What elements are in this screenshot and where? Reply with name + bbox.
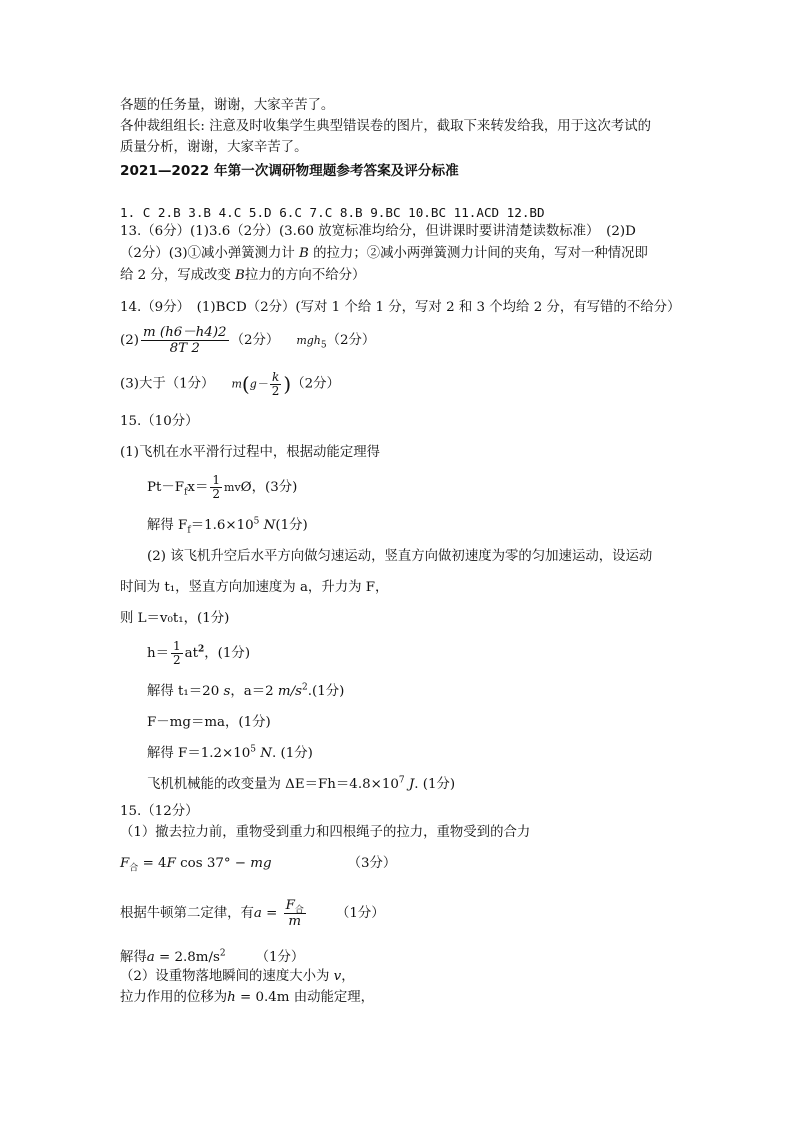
q14-part-2 bbox=[120, 324, 375, 358]
q14-g-minus: g－ bbox=[249, 377, 268, 391]
q15b-eq2-a: 根据牛顿第二定律，有 bbox=[120, 906, 254, 921]
q15a-sol1-a: 解得 F bbox=[147, 518, 188, 533]
intro-line-1: 各题的任务量，谢谢，大家辛苦了。 bbox=[120, 98, 335, 113]
q15a-sol2-b: ，a＝2 bbox=[230, 684, 278, 699]
q15b-sol-sup: 2 bbox=[219, 948, 226, 959]
q15b-p3-b: = 0.4m 由动能定理， bbox=[235, 990, 375, 1005]
q15a-eq1-sub: f bbox=[184, 487, 188, 498]
q13-line-2-text-a: （2分）(3)①减小弹簧测力计 bbox=[120, 246, 300, 261]
q15a-equation-h bbox=[147, 636, 250, 672]
q15a-solution-3 bbox=[147, 746, 313, 762]
intro-line-2: 各仲裁组组长: 注意及时收集学生典型错误卷的图片，截取下来转发给我，用于这次考试的 bbox=[120, 119, 651, 134]
q15a-equation-L: 则 L＝v₀t₁，(1分) bbox=[120, 611, 230, 626]
q15b-equation-2 bbox=[120, 894, 385, 934]
q14-left-paren: ( bbox=[241, 372, 250, 396]
q15b-eq1-c: cos 37° − bbox=[175, 856, 251, 871]
q15b-part-2-line-1 bbox=[120, 969, 355, 985]
q15a-eqh-fraction bbox=[171, 640, 183, 667]
q15a-half-fraction bbox=[210, 474, 222, 501]
q15b-sol-var: a bbox=[146, 950, 155, 965]
q15b-eq2-fraction bbox=[284, 898, 306, 929]
q15a-part-2-line-2: 时间为 t₁，竖直方向加速度为 a，升力为 F， bbox=[120, 580, 389, 595]
q14-line-1: 14.（9分） (1)BCD（2分）(写对 1 个给 1 分，写对 2 和 3 个均给 2 分，有写错的不给分） bbox=[120, 300, 681, 315]
q15a-sol1-unit: N bbox=[259, 518, 276, 533]
q14-fraction-numerator: m (h6－h4)2 bbox=[142, 325, 227, 340]
q15b-sol-score: （1分） bbox=[255, 950, 305, 965]
q15b-eq2-var: a bbox=[253, 906, 262, 921]
q15b-sol-a: 解得 bbox=[120, 950, 147, 965]
q15a-sol4-sup: 7 bbox=[398, 775, 405, 786]
q15a-eqh-a: h＝ bbox=[147, 646, 170, 661]
q15a-sol3-unit: N bbox=[256, 746, 272, 761]
q13-line-3-text-c: 拉力的方向不给分） bbox=[244, 268, 366, 283]
q15a-half-num: 1 bbox=[212, 473, 221, 487]
q15b-eq2-eq: = bbox=[261, 906, 282, 921]
q15a-sol3-b: . (1分) bbox=[272, 746, 313, 761]
q15b-eq1-sub: 合 bbox=[129, 863, 139, 874]
q15a-sol1-sup: 5 bbox=[253, 516, 260, 527]
q15a-eqh-sup: 2 bbox=[198, 644, 205, 655]
q15b-eq1-F2: F bbox=[166, 856, 176, 871]
q15a-part-1: (1)飞机在水平滑行过程中，根据动能定理得 bbox=[120, 445, 380, 460]
q13-line-3 bbox=[120, 268, 365, 284]
q14-k-fraction bbox=[270, 371, 282, 398]
intro-line-3: 质量分析，谢谢，大家辛苦了。 bbox=[120, 140, 308, 155]
q14-part-2-label: (2) bbox=[120, 333, 139, 348]
q15a-equation-F: F－mg＝ma，(1分) bbox=[147, 715, 271, 730]
q15a-half-den: 2 bbox=[212, 487, 221, 501]
q15b-equation-1 bbox=[120, 856, 396, 872]
q15a-eqh-den: 2 bbox=[173, 653, 181, 667]
q15a-equation-1 bbox=[147, 470, 297, 506]
q15a-heading: 15.（10分） bbox=[120, 414, 199, 429]
q14-part-2-score-2: （2分） bbox=[326, 333, 376, 348]
q15b-p3-h: h bbox=[227, 990, 236, 1005]
page-title: 2021—2022 年第一次调研物理题参考答案及评分标准 bbox=[120, 163, 459, 179]
q14-fraction-denominator: 8T 2 bbox=[169, 341, 200, 356]
q14-part-3-score: （2分） bbox=[291, 376, 340, 392]
q14-k-denominator: 2 bbox=[271, 383, 280, 398]
q15a-solution-2 bbox=[147, 684, 344, 700]
q15a-part-2-line-1: (2) 该飞机升空后水平方向做匀速运动，竖直方向做初速度为零的匀加速运动，设运动 bbox=[147, 549, 653, 564]
q15b-sol-b: = 2.8m/s bbox=[154, 950, 220, 965]
q15b-part-1: （1）撤去拉力前，重物受到重力和四根绳子的拉力，重物受到的合力 bbox=[120, 825, 531, 840]
q15a-sol1-sub: f bbox=[187, 525, 191, 536]
q15b-eq2-den: m bbox=[288, 914, 302, 929]
q15b-p2-v: v bbox=[333, 969, 342, 984]
q15b-eq2-score: （1分） bbox=[335, 906, 385, 921]
q13-line-2 bbox=[120, 246, 648, 262]
q15a-eqh-c: ，(1分) bbox=[204, 646, 251, 661]
q15a-eqh-b: at bbox=[184, 646, 199, 661]
q15a-sol2-a: 解得 t₁＝20 bbox=[147, 684, 224, 699]
q15a-sol2-u2: m/s bbox=[277, 684, 302, 699]
q15a-sol2-sup: 2 bbox=[302, 682, 308, 693]
q14-k-numerator: k bbox=[270, 371, 282, 385]
q15a-sol1-b: ＝1.6×10 bbox=[190, 518, 254, 533]
multiple-choice-answers: 1. C 2.B 3.B 4.C 5.D 6.C 7.C 8.B 9.BC 10.BC 11.ACD 12.BD bbox=[120, 205, 545, 220]
q15a-sol4-unit: J bbox=[404, 777, 415, 792]
q15b-p3-a: 拉力作用的位移为 bbox=[120, 990, 228, 1005]
q14-part-2-score: （2分） bbox=[230, 333, 280, 348]
q13-var-b: B bbox=[299, 246, 309, 261]
q13-var-b-2: B bbox=[235, 268, 245, 283]
q15a-eq1-d: Ø，(3分) bbox=[240, 480, 298, 495]
q14-fraction bbox=[141, 325, 229, 356]
q15b-eq1-b: = 4 bbox=[138, 856, 167, 871]
q13-line-2-text-c: 的拉力；②减小两弹簧测力计间的夹角，写对一种情况即 bbox=[308, 246, 648, 261]
q15b-eq1-F: F bbox=[120, 856, 130, 871]
q15a-sol4-a: 飞机机械能的改变量为 ΔE＝Fh＝4.8×10 bbox=[147, 777, 399, 792]
q15a-sol4-b: . (1分) bbox=[414, 777, 456, 792]
q15a-sol2-u1: s bbox=[223, 684, 231, 699]
q15a-sol1-c: (1分) bbox=[275, 518, 308, 533]
q15b-eq2-num-wrap bbox=[284, 898, 306, 914]
q15a-eqh-num: 1 bbox=[173, 639, 181, 653]
q15b-p2-b: ， bbox=[341, 969, 355, 984]
q15b-eq2-num: F bbox=[285, 898, 295, 913]
q14-part-3-text: (3)大于（1分） bbox=[120, 376, 215, 392]
q15a-sol3-sup: 5 bbox=[250, 744, 257, 755]
q15b-p2-a: （2）设重物落地瞬间的速度大小为 bbox=[120, 969, 334, 984]
q15a-eq1-b: x＝ bbox=[187, 480, 209, 495]
q15a-sol2-c: .(1分) bbox=[307, 684, 345, 699]
q15a-solution-1 bbox=[147, 518, 308, 534]
q15a-solution-4 bbox=[147, 777, 455, 793]
q15b-solution bbox=[120, 950, 304, 966]
q15b-eq2-numsub: 合 bbox=[294, 905, 304, 916]
q15b-eq1-score: （3分） bbox=[347, 856, 397, 871]
q15a-eq1-mv: mv bbox=[224, 481, 241, 494]
q13-line-3-text-a: 给 2 分，写成改变 bbox=[120, 268, 236, 283]
q14-mgh: mgh bbox=[296, 334, 321, 347]
q15b-heading: 15.（12分） bbox=[120, 804, 199, 819]
q15b-part-2-line-2 bbox=[120, 990, 374, 1006]
q15a-eq1-a: Pt－F bbox=[147, 480, 185, 495]
q14-right-paren: ) bbox=[283, 372, 292, 396]
q13-line-1: 13.（6分）(1)3.6（2分）(3.60 放宽标准均给分，但讲课时要讲清楚读数标准） (2)D bbox=[120, 224, 636, 239]
q15b-eq1-mg: mg bbox=[250, 856, 272, 871]
q14-m: m bbox=[231, 377, 242, 391]
q14-mgh-sub: 5 bbox=[320, 340, 327, 351]
q14-part-3 bbox=[120, 366, 340, 403]
q15a-sol3-a: 解得 F＝1.2×10 bbox=[147, 746, 251, 761]
